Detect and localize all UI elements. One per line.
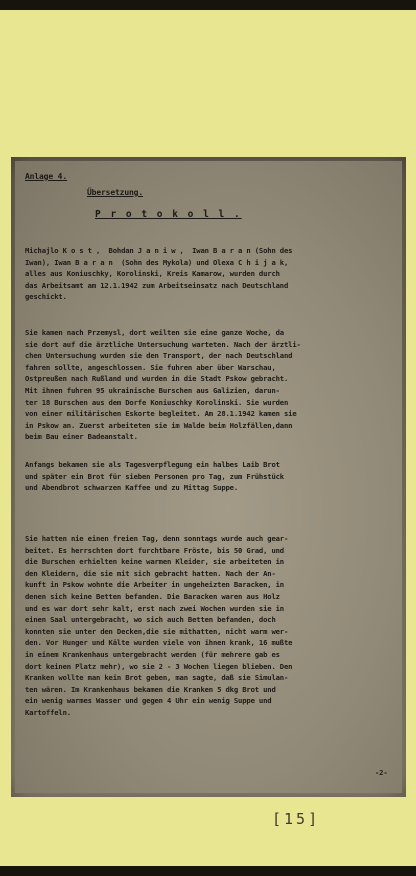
page-number: -2- [375,768,388,777]
document-title: P r o t o k o l l . [95,209,242,220]
paragraph-4: Sie hatten nie einen freien Tag, denn sonntags wurde auch gear- beitet. Es herrschten dort furchtbare Fröste, bis 50 Grad, und die Burschen erhielten keine warmen Kleider, sie arbeiteten in den Kleidern, die sie mit sich gebracht hatten. Nach der An- kunft in Pskow wohnte die Arbeiter in ungeheizten Baracken, in denen sich keine Betten befanden. Die Baracken waren aus Holz und es war dort sehr kalt, erst nach zwei Wochen wurden sie in einen Saal untergebracht, wo sich auch Betten befanden, doch konnten sie unter den Decken,die sie mithatten, nicht warm wer- den. Vor Hunger und Kälte wurden viele von ihnen krank, 16 mußte in einem Krankenhaus untergebracht werden (für mehrere gab es dort keinen Platz mehr), wo sie 2 - 3 Wochen liegen blieben. Den Kranken wollte man kein Brot geben, man sagte, daß sie Simulan- ten wären. Im Krankenhaus bekamen die Kranken 5 dkg Brot und ein wenig warmes Wasser und gegen 4 Uhr ein wenig Suppe und Kartoffeln. [25,534,293,717]
paragraph-3: Anfangs bekamen sie als Tagesverpflegung ein halbes Laib Brot und später ein Brot für sieben Personen pro Tag, zum Frühstück und Abendbrot schwarzen Kaffee und zu Mittag Suppe. [25,460,284,493]
typewritten-page [15,161,402,793]
top-border [0,0,416,10]
paragraph-1: Michajlo K o s t , Bohdan J a n i w , Iwan B a r a n (Sohn des Iwan), Iwan B a r a n (Sohn des Mykola) und Olexa C h i j a k, alles aus Koniuschky, Korolinski, Kreis Kamarow, wurden durch das Arbeitsamt am 12.1.1942 zum Arbeitseinsatz nach Deutschland geschickt. [25,246,293,302]
document-photo [11,157,406,797]
archive-number: [15] [272,810,321,828]
translation-label: Übersetzung. [87,188,143,197]
paragraph-2: Sie kamen nach Przemysl, dort weilten sie eine ganze Woche, da sie dort auf die ärztliche Untersuchung warteten. Nach der ärztli- chen Untersuchung wurden sie den Transport, der nach Deutschland fahren sollte, angeschlossen. Sie fuhren aber über Warschau, Ostpreußen nach Rußland und wurden in die Stadt Pskow gebracht. Mit ihnen fuhren 95 ukrainische Burschen aus Galizien, darun- ter 18 Burschen aus dem Dorfe Koniuschky Korolinski. Sie wurden von einer militärischen Eskorte begleitet. Am 28.1.1942 kamen sie in Pskow an. Zuerst arbeiteten sie im Walde beim Holzfällen,dann beim Bau einer Badeanstalt. [25,328,301,442]
bottom-border [0,866,416,876]
anlage-label: Anlage 4. [25,172,67,181]
